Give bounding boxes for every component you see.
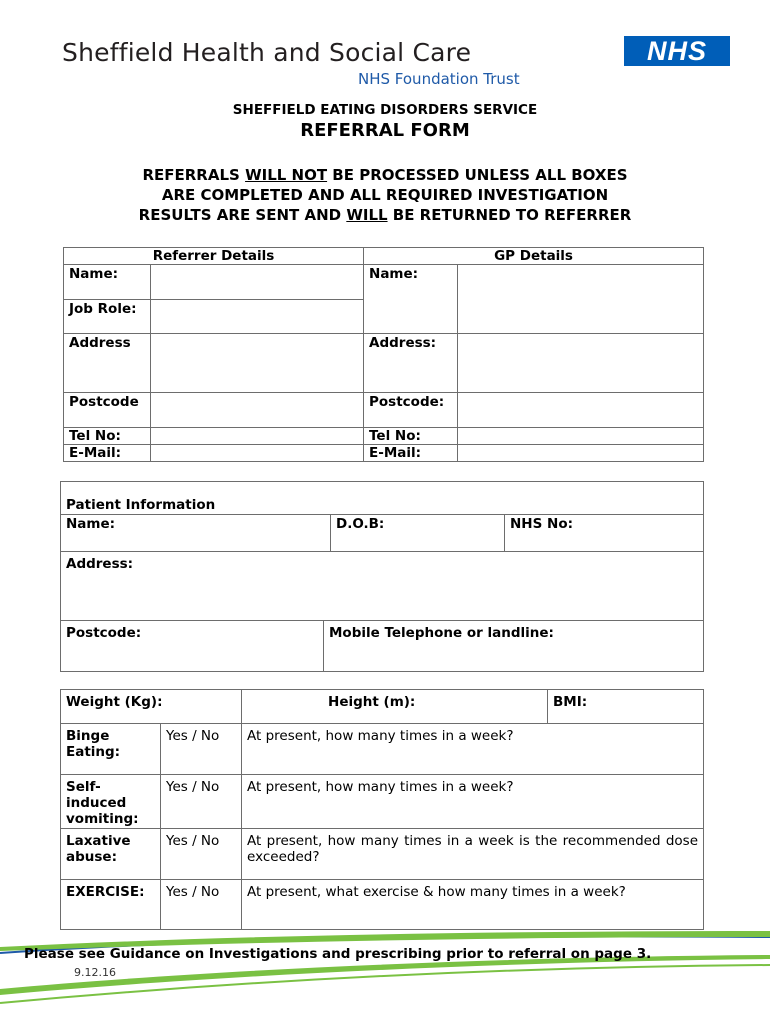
- referrer-tel-label: Tel No:: [64, 428, 151, 445]
- warning-line-2: ARE COMPLETED AND ALL REQUIRED INVESTIGATION: [161, 186, 609, 204]
- patient-postcode-label: Postcode:: [66, 625, 142, 641]
- referral-warning: [0, 165, 770, 225]
- warning-emphasis: WILL: [346, 206, 388, 224]
- bmi-field[interactable]: [548, 690, 704, 724]
- gp-name-label: Name:: [364, 265, 458, 334]
- exercise-label: EXERCISE:: [61, 880, 161, 930]
- bmi-label: BMI:: [553, 694, 588, 710]
- referrer-job-role-label: Job Role:: [64, 300, 151, 334]
- referrer-email-field[interactable]: [151, 445, 364, 462]
- warning-text: BE RETURNED TO REFERRER: [387, 206, 632, 224]
- gp-tel-label: Tel No:: [364, 428, 458, 445]
- service-name: SHEFFIELD EATING DISORDERS SERVICE: [232, 102, 538, 118]
- gp-address-label: Address:: [364, 334, 458, 393]
- referrer-postcode-field[interactable]: [151, 393, 364, 428]
- weight-field[interactable]: [61, 690, 242, 724]
- exercise-question[interactable]: At present, what exercise & how many times in a week?: [242, 880, 704, 930]
- form-title: REFERRAL FORM: [300, 120, 470, 141]
- laxative-yes-no[interactable]: Yes / No: [161, 829, 242, 880]
- patient-name-label: Name:: [66, 516, 116, 532]
- gp-postcode-label: Postcode:: [364, 393, 458, 428]
- footer-guidance-note: Please see Guidance on Investigations and prescribing prior to referral on page 3.: [24, 946, 652, 962]
- referrer-address-field[interactable]: [151, 334, 364, 393]
- binge-eating-yes-no[interactable]: Yes / No: [161, 724, 242, 775]
- laxative-question[interactable]: At present, how many times in a week is the recommended dose exceeded?: [242, 829, 704, 880]
- patient-nhs-no-field[interactable]: [505, 515, 704, 552]
- patient-nhs-no-label: NHS No:: [510, 516, 573, 532]
- footer-date: 9.12.16: [74, 966, 116, 979]
- referrer-job-role-field[interactable]: [151, 300, 364, 334]
- gp-address-field[interactable]: [458, 334, 704, 393]
- referrer-tel-field[interactable]: [151, 428, 364, 445]
- organisation-name: Sheffield Health and Social Care: [62, 38, 472, 67]
- gp-postcode-field[interactable]: [458, 393, 704, 428]
- warning-text: BE PROCESSED UNLESS ALL BOXES: [327, 166, 628, 184]
- referrer-email-label: E-Mail:: [64, 445, 151, 462]
- patient-address-label: Address:: [66, 556, 134, 572]
- binge-eating-label: Binge Eating:: [61, 724, 161, 775]
- gp-email-field[interactable]: [458, 445, 704, 462]
- referrer-name-field[interactable]: [151, 265, 364, 300]
- binge-eating-question[interactable]: At present, how many times in a week?: [242, 724, 704, 775]
- warning-emphasis: WILL NOT: [245, 166, 328, 184]
- warning-text: RESULTS ARE SENT AND: [138, 206, 347, 224]
- patient-mobile-field[interactable]: [324, 621, 704, 672]
- warning-text: REFERRALS: [142, 166, 246, 184]
- height-field[interactable]: [242, 690, 548, 724]
- patient-mobile-label: Mobile Telephone or landline:: [329, 625, 554, 641]
- gp-email-label: E-Mail:: [364, 445, 458, 462]
- patient-postcode-field[interactable]: [61, 621, 324, 672]
- exercise-yes-no[interactable]: Yes / No: [161, 880, 242, 930]
- patient-name-field[interactable]: [61, 515, 331, 552]
- laxative-label: Laxative abuse:: [61, 829, 161, 880]
- patient-dob-label: D.O.B:: [336, 516, 385, 532]
- height-label: Height (m):: [328, 694, 416, 710]
- organisation-header: [62, 38, 520, 88]
- patient-address-field[interactable]: [61, 552, 704, 621]
- vomiting-question[interactable]: At present, how many times in a week?: [242, 775, 704, 829]
- nhs-logo-text: NHS: [646, 36, 707, 66]
- referrer-name-label: Name:: [64, 265, 151, 300]
- patient-information-table: [60, 481, 704, 672]
- weight-label: Weight (Kg):: [66, 694, 163, 710]
- warning-line-3: [0, 205, 770, 225]
- referrer-address-label: Address: [64, 334, 151, 393]
- gp-heading: GP Details: [364, 248, 704, 265]
- gp-tel-field[interactable]: [458, 428, 704, 445]
- vomiting-yes-no[interactable]: Yes / No: [161, 775, 242, 829]
- organisation-subtitle: NHS Foundation Trust: [358, 70, 520, 88]
- referrer-gp-table: [63, 247, 704, 462]
- warning-line-1: [0, 165, 770, 185]
- referrer-heading: Referrer Details: [64, 248, 364, 265]
- nhs-logo: [624, 36, 730, 66]
- patient-heading: Patient Information: [61, 482, 704, 515]
- clinical-information-table: [60, 689, 704, 930]
- referrer-postcode-label: Postcode: [64, 393, 151, 428]
- patient-dob-field[interactable]: [331, 515, 505, 552]
- gp-name-field[interactable]: [458, 265, 704, 334]
- vomiting-label: Self-induced vomiting:: [61, 775, 161, 829]
